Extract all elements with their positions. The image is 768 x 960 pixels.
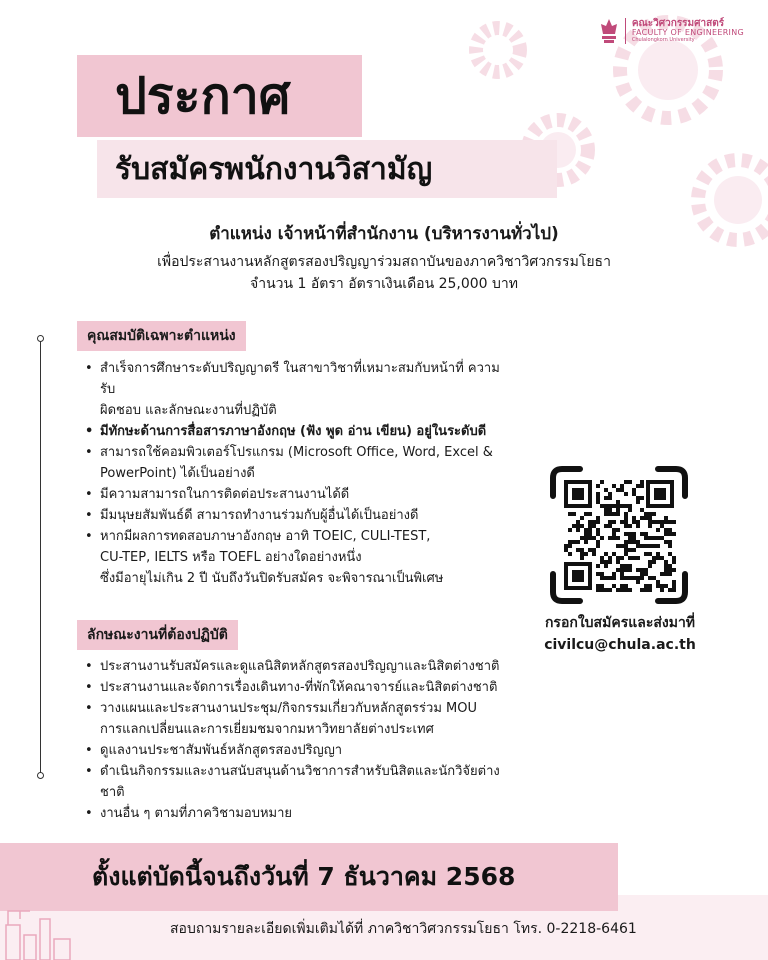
timeline-line <box>40 340 41 775</box>
list-item: • สำเร็จการศึกษาระดับปริญญาตรี ในสาขาวิชาที่เหมาะสมกับหน้าที่ ความรับ ผิดชอบ และลักษณะงานที่ปฏิบัติ <box>84 358 514 421</box>
list-item: • วางแผนและประสานงานประชุม/กิจกรรมเกี่ยวกับหลักสูตรร่วม MOU การแลกเปลี่ยนและการเยี่ยมชมจากมหาวิทยาลัยต่างประเทศ <box>84 698 524 740</box>
qr-code-icon[interactable] <box>550 466 688 604</box>
apply-email-link[interactable]: civilcu@chula.ac.th <box>544 637 696 653</box>
qualifications-heading: คุณสมบัติเฉพาะตำแหน่ง <box>77 321 246 351</box>
deadline-text: ตั้งแต่บัดนี้จนถึงวันที่ 7 ธันวาคม 2568 <box>92 862 516 891</box>
logo-thai-name: คณะวิศวกรรมศาสตร์ <box>631 18 725 30</box>
list-item: • มีความสามารถในการติดต่อประสานงานได้ดี <box>84 484 514 505</box>
list-item: • ประสานงานรับสมัครและดูแลนิสิตหลักสูตรสองปริญญาและนิสิตต่างชาติ <box>84 656 524 677</box>
deadline-box <box>0 843 618 911</box>
announcement-title: ประกาศ <box>115 66 291 125</box>
duties-list <box>84 656 524 824</box>
list-item: • มีทักษะด้านการสื่อสารภาษาอังกฤษ (ฟัง พูด อ่าน เขียน) อยู่ในระดับดี <box>84 421 514 442</box>
list-item: • สามารถใช้คอมพิวเตอร์โปรแกรม (Microsoft Office, Word, Excel & PowerPoint) ได้เป็นอย่างดี <box>84 442 514 484</box>
position-title: ตำแหน่ง เจ้าหน้าที่สำนักงาน (บริหารงานทั่วไป) <box>209 224 559 244</box>
timeline-dot <box>37 335 44 342</box>
crown-icon <box>599 18 619 44</box>
city-skyline-icon <box>0 905 80 960</box>
position-salary: จำนวน 1 อัตรา อัตราเงินเดือน 25,000 บาท <box>250 276 518 292</box>
position-purpose: เพื่อประสานงานหลักสูตรสองปริญญาร่วมสถาบันของภาควิชาวิศวกรรมโยธา <box>157 254 611 270</box>
list-item: • มีมนุษยสัมพันธ์ดี สามารถทำงานร่วมกับผู้อื่นได้เป็นอย่างดี <box>84 505 514 526</box>
announcement-subtitle-box <box>97 140 557 198</box>
list-item: • ดำเนินกิจกรรมและงานสนับสนุนด้านวิชาการสำหรับนิสิตและนักวิจัยต่างชาติ <box>84 761 524 803</box>
logo-english-name: FACULTY OF ENGINEERING <box>631 28 744 38</box>
announcement-title-box <box>77 55 362 137</box>
timeline-dot <box>37 772 44 779</box>
apply-contact <box>520 612 720 656</box>
qualifications-list <box>84 358 514 589</box>
footer-contact: สอบถามรายละเอียดเพิ่มเติมได้ที่ ภาควิชาวิศวกรรมโยธา โทร. 0-2218-6461 <box>170 921 637 937</box>
logo-university: Chulalongkorn University <box>631 37 695 44</box>
position-block <box>0 220 768 295</box>
list-item: • ประสานงานและจัดการเรื่องเดินทาง-ที่พักให้คณาจารย์และนิสิตต่างชาติ <box>84 677 524 698</box>
list-item: • ดูแลงานประชาสัมพันธ์หลักสูตรสองปริญญา <box>84 740 524 761</box>
apply-label: กรอกใบสมัครและส่งมาที่ <box>544 615 696 631</box>
duties-heading: ลักษณะงานที่ต้องปฏิบัติ <box>77 620 238 650</box>
list-item: • หากมีผลการทดสอบภาษาอังกฤษ อาทิ TOEIC, CULI-TEST, CU-TEP, IELTS หรือ TOEFL อย่างใดอย่างหนึ่ง ซึ่งมีอายุไม่เกิน 2 ปี นับถึงวันปิดรับสมัคร จะพิจารณาเป็นพิเศษ <box>84 526 514 589</box>
list-item: • งานอื่น ๆ ตามที่ภาควิชามอบหมาย <box>84 803 524 824</box>
faculty-logo <box>599 18 744 44</box>
announcement-subtitle: รับสมัครพนักงานวิสามัญ <box>115 151 433 187</box>
